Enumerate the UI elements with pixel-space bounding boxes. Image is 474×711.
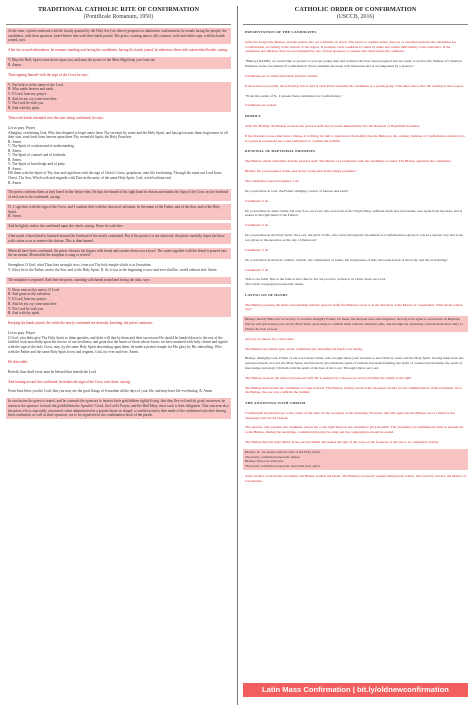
text-block: When all have been confirmed, the priest cleanses his fingers with bread and washes them over a bowl. The water together with the bread is poured into the sacrarium. Meanwhile the antiphon is sung or recited: [6, 248, 231, 259]
text-block: After the second admonition, he remains standing and facing the candidates; having his hands joined, he addresses them with outstretched hands, saying: [8, 48, 228, 53]
text-block: If the Presider is one other than a bishop, it is fitting for him to mention in the homily that the Bishop is the ordinary minister of Confirmation and that it is for pastoral reasons he has come with Priest to confirm the faithful. [245, 133, 465, 143]
text-block: The Bishop dips his right thumb in the sacred chrism and makes the sign of the cross on the forehead of the one to be confirmed, saying: [245, 440, 439, 445]
text-block: Bishop: Do you renounce Satan, and all his works and all his empty promises? [245, 169, 357, 174]
text-block: And turning toward the confirmed, he makes the sign of the Cross over them, saying: [8, 379, 131, 384]
text-block: Do you believe in Jesus Christ, his only Son, our Lord, who was born of the Virgin Mary, suffered death and was buried, rose again from the dead, and is seated at the right hand of the Father? [245, 208, 463, 218]
section-heading: PRESENTATION OF THE CANDIDATES [245, 30, 317, 34]
traditional-header [6, 6, 231, 20]
traditional-rite-column [6, 6, 231, 705]
text-block: Candidates: I do. [245, 267, 270, 272]
text-block: Candidates are to stand when their parish is named. [245, 73, 318, 78]
traditional-text-blocks [6, 28, 231, 419]
text-block: Strengthen, O God, what Thou hast wrought in us, from out Thy holy temple which is in Jerusalem. V. Glory be to the Father, and to the Son, and to the Holy Spirit. R. As it was in the beginning is now and ever shall be, world without end. Amen. [8, 263, 218, 272]
text-block: Do you believe in God, the Father almighty, creator of heaven and earth? [245, 188, 349, 193]
text-block: From Sion bless you the Lord, that you may see the good things of Jerusalem all the days of your life, and may have life everlasting. R. Amen. [8, 389, 214, 394]
text-block: Then signing himself with the sign of the Cross he says: [8, 72, 89, 77]
text-block: Let us pray. Prayer O God, who didst give Thy Holy Spirit to thine apostles, and didst will that by them and their successors He should be handed down to the rest of the faithful, look mercifully upon the service of our lowliness; and grant that the hearts of those whose brows we have anointed with holy chrism and signed with the sign of the holy Cross, may, by the same Holy Spirit descending upon them, be made a perfect temple for His glory by His indwelling. Who with the Father and the same Holy Spirit livest and reignest, God, for ever and ever. Amen. [8, 331, 228, 354]
column-divider [237, 6, 238, 705]
text-block: Behold, thus shall every man be blessed that feareth the Lord. [8, 369, 97, 374]
text-block: Keeping his hands joined, the while the newly confirmed are devoutly kneeling, the priest continues: [8, 321, 153, 326]
section-heading: THE ANOINTING WITH CHRISM [245, 401, 306, 405]
modern-header [243, 6, 468, 20]
text-block: Let us pray. Prayer Almighty, everlasting God, Who hast deigned to beget anew these Thy servants by water and the Holy Spirit, and hast given unto them forgiveness of all their sins, send forth from heaven upon them Thy sevenfold Spirit, the Holy Paraclete. R. Amen. V. The Spirit of wisdom and of understanding. R. Amen. V. The Spirit of counsel and of fortitude. R. Amen. V. The Spirit of knowledge and of piety. R. Amen. Fill them with the Spirit of Thy fear and sign them with the sign of Christ's Cross, propitious, unto life everlasting. Through the same our Lord Jesus Christ, Thy Son, Who liveth and reigneth with Thee in the unity of the same Holy Spirit, God, world without end. R. Amen. [8, 125, 228, 185]
text-block: If more than one parish, the following text is said at each Pastor presents his candidates as a parish group. This takes place after the reading of the Gospel. [245, 83, 464, 88]
section-heading: LAYING ON OF HANDS [245, 292, 288, 297]
text-block: Bishop: Dearly Beloved: let us pray to God the almighty Father, for these, his adopted sons and daughters, already born again to eternal life in Baptism, that he will graciously pour out the Holy Spirit upon them to confirm them with his abundant gifts, and through his anointing conform them more fully to Christ, the Son of God. [243, 316, 468, 332]
text-block: V. Our help is in the name of the Lord. R. Who made heaven and earth. V. O Lord, hear my prayer. R. And let my cry come unto thee. V. The Lord be with you. R. And with thy spirit. [6, 82, 231, 112]
text-block: All pray in silence for a short time. [245, 336, 295, 341]
right-rule [243, 24, 468, 25]
text-block: Candidates are seated. [245, 103, 277, 108]
text-block: The antiphon is repeated. And then the priest, standing with hands joined and facing the altar, says: [6, 277, 231, 284]
text-block: The Bishop then invites the candidates to come forward. The Bishop, having received the necessary faculty for the administration of the sacrament, he is the Bishop, the one who confirms the faithful. [245, 385, 462, 395]
text-block: The Bishop (wearing the mitre and standing with the pastoral staff) the Bishop's stood to at the direction of the Master of Ceremonies. With hands joined, says: [245, 302, 463, 312]
text-block: Candidates: I do. [245, 247, 270, 252]
text-block: The Bishop receives the mitre and pastoral staff. He is assisted by a deacon (or server) holding the chrism at the right. [245, 375, 413, 380]
text-block: Then with hands extended over the ones being confirmed, he says: [8, 116, 104, 121]
footer-banner[interactable]: Latin Mass Confirmation | bit.ly/oldnewconfirmation [243, 683, 468, 697]
text-block: The Bishop stands with mitre and the pastoral staff. The Master of Ceremonies asks the candidates to stand. The Bishop questions the candidates: [245, 159, 452, 164]
text-block: Candidates: I do. [245, 223, 270, 228]
text-block: Do you believe in the Holy Spirit, the Lord, the giver of life, who today through the Sacrament of Confirmation is given to you in a special way just as he was given to the Apostles on the day of Pentecost? [245, 233, 463, 242]
traditional-subtitle: (Pontificale Romanum, 1950) [83, 14, 154, 20]
text-block: Do you believe in the holy catholic Church, the communion of saints, the forgiveness of sins, the resurrection of the body, and life everlasting? [245, 257, 448, 262]
text-block: Bishop: N., be sealed with the Gift of the Holy Spirit. The newly confirmed responds: Amen. Bishop: Peace be with you. The newly confirmed responds: And with your spirit. [243, 449, 468, 470]
text-block: And he lightly strikes the confirmed upon the cheek, saying: Peace be with thee. [6, 223, 231, 230]
text-block: This is our faith. This is the faith of the Church. We are proud to profess it in Christ Jesus our Lord. The whole congregation responds: Amen. [245, 277, 387, 287]
text-block: "Bishop [NAME], we would like to present to you our young men and women who have been prepared and are ready to receive the fullness of Christian Initiation in the Sacrament of Confirmation. Each candidate has been well instructed and is accompanied by a sponsor." [245, 59, 462, 68]
modern-text-blocks [243, 29, 468, 484]
text-block: Confirmandi should then go to the center of the aisle for the reception of the anointing. However, this will approach the Bishop one at a time for the anointing with Sacred Chrism. [245, 410, 455, 420]
text-block: After the Gospel the Bishop, and the priests who are with him, sit down. The pastor or another priest, deacon, or catechist presents the candidates for Confirmation, according to the custom of the region. If possible, each candidate is called by name and comes individually to the sanctuary. If the candidates are children, they are accompanied by one of their sponsors or parents and stand before the celebrant. [245, 39, 457, 54]
text-block: N., I sign thee with the sign of the Cross, and I confirm thee with the chrism of salvation. In the name of the Father, and of the Son, and of the Holy Spirit. R. Amen. [6, 204, 231, 220]
text-block: The priest confirms them as they kneel in line before him. He dips the thumb of his right hand in chrism and makes the Sign of the Cross on the forehead of each one to be confirmed, saying: [6, 189, 231, 200]
text-block: Bishop: Almighty God, Father of our Lord Jesus Christ, who brought these your servants to new birth by water and the Holy Spirit, freeing them from sin: send upon them, O Lord, the Holy Spirit, the Paraclete; give them the spirit of wisdom and understanding, the spirit of counsel and fortitude, the spirit of knowledge and piety; fill them with the spirit of the fear of the Lord. Through Christ our Lord. [245, 356, 464, 370]
text-block: "From the parish of N., I present these candidates for Confirmation." [245, 93, 343, 98]
section-heading: HOMILY [245, 114, 262, 119]
text-block: Afterwards a linen band is fastened around the forehead of the newly confirmed. But if the practice is not observed, the priest carefully wipes the brow with cotton so as to remove the chrism. This is then burned. [6, 233, 231, 244]
text-block: V. Show unto us thy mercy, O Lord. R. And grant us thy salvation. V. O Lord, hear my prayer. R. And let my cry come unto thee. V. The Lord be with you. R. And with thy spirit. [6, 287, 231, 317]
traditional-title: TRADITIONAL CATHOLIC RITE OF CONFIRMATION [37, 6, 200, 13]
text-block: He then adds: [8, 359, 28, 364]
section-heading: RENEWAL OF BAPTISMAL PROMISES [245, 149, 316, 154]
text-block: Candidates: I do. [245, 198, 270, 203]
modern-order-column [243, 6, 468, 705]
modern-subtitle: (USCCB, 2016) [336, 14, 375, 20]
text-block: After all have received the sacrament, the Bishop washes his hands. The Bishop is properly washed using bread, lemon, and towel by servers, the Master of Ceremonies. [245, 473, 466, 483]
text-block: The sponsor, who presents the candidate, places his or her right hand on the candidate's [sic] shoulder. The candidate's (Confirmation) name is announced to the Bishop. During the anointing, a suitable hymn may be sung and the congregation should be seated. [245, 425, 464, 435]
text-block: After the Homily, the Bishop receives the pastoral staff and proceeds immediately into the Renewal of Baptismal Promises. [245, 124, 421, 129]
text-block: The Bishop lays hands upon all the candidates (by extending his hands over them). [245, 346, 363, 351]
text-block: The candidates respond together: I do. [245, 179, 300, 184]
left-rule [6, 24, 231, 25]
text-block: At the time, a priest endowed with the faculty granted by the Holy See (see above) proposes to administer confirmation, he stands facing the people; the candidates, with their sponsors, kneel before him with their hands joined. The priest, wearing amice, alb, cincture, stole and white cope, with his hands joined, says: [6, 28, 231, 44]
modern-title: CATHOLIC ORDER OF CONFIRMATION [294, 6, 417, 13]
text-block: In conclusion the priest is seated, and he counsels the sponsors to instruct their godchildren rightly living, that they flee evil and do good; moreover, he instructs the sponsors to teach the godchildren the Apostles' Creed, the Lord's Prayer, and the Hail Mary, since such is their obligation. This concerns also the priest who is especially concerned, when administered in a private house or chapel; a careful record is then made of the confirmed who after having been confirmed, as well as their sponsors, are to be registered in the confirmation book of the parish. [6, 398, 231, 419]
text-block: V. May the Holy Spirit come down upon you, and may the power of the Most High keep you from sin. R. Amen. [6, 57, 231, 68]
